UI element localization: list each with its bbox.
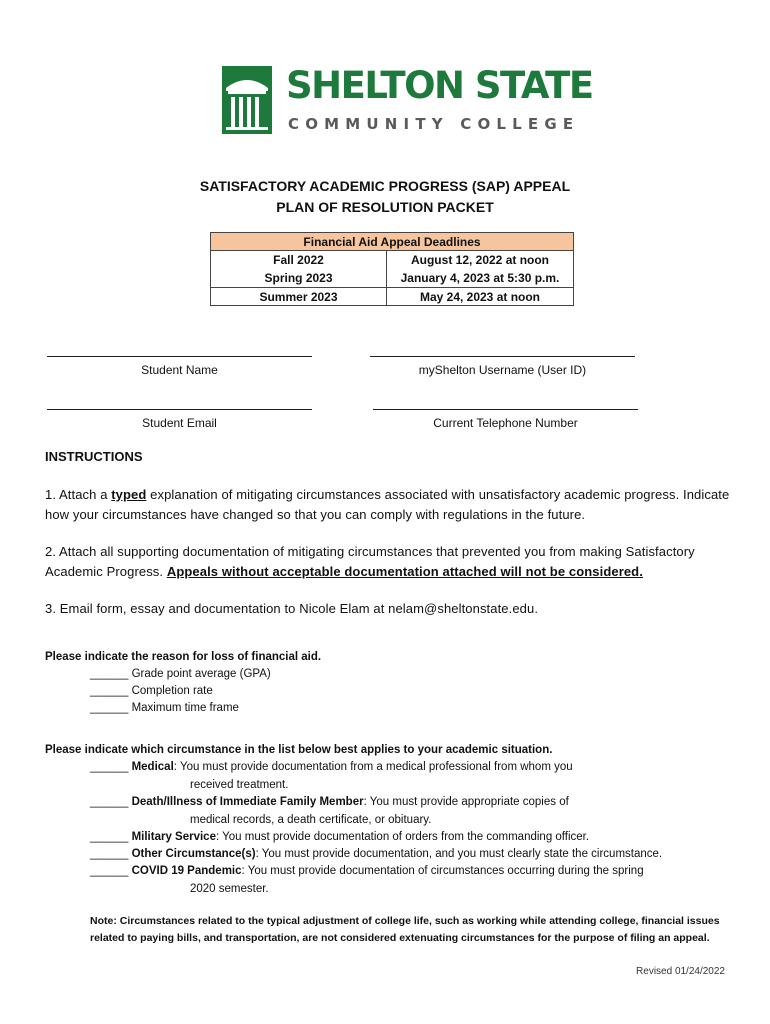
instruction-3: 3. Email form, essay and documentation to Nicole Elam at nelam@sheltonstate.edu.	[45, 601, 539, 616]
table-row	[211, 269, 573, 287]
date-cell: May 24, 2023 at noon	[387, 287, 573, 305]
reason-option-completion[interactable]	[90, 683, 213, 701]
phone-line[interactable]	[373, 409, 638, 410]
note-text: Note: Circumstances related to the typical adjustment of college life, such as working while attending college, financial issues related to paying bills, and transportation, are not considered extenuating circumstances for the purpose of filing an appeal.	[90, 915, 720, 944]
circumstance-label: Military Service	[131, 831, 216, 843]
logo-subtitle: COMMUNITY COLLEGE	[288, 115, 580, 133]
circumstance-other[interactable]	[90, 846, 740, 864]
phone-label: Current Telephone Number	[433, 416, 578, 430]
deadlines-table	[210, 232, 574, 306]
instruction-1	[45, 485, 735, 525]
circumstance-label: COVID 19 Pandemic	[131, 865, 242, 877]
blank-line[interactable]: ______	[90, 668, 129, 680]
blank-line[interactable]: ______	[90, 848, 129, 860]
blank-line[interactable]: ______	[90, 831, 129, 843]
option-label: Completion rate	[131, 685, 213, 697]
instructions-heading: INSTRUCTIONS	[45, 449, 143, 464]
blank-line[interactable]: ______	[90, 702, 129, 714]
circumstance-text-cont: medical records, a death certificate, or obituary.	[190, 813, 432, 826]
option-label: Maximum time frame	[131, 702, 239, 714]
revised-date: Revised 01/24/2022	[636, 966, 725, 977]
circumstance-text: : You must provide documentation of orders from the commanding officer.	[215, 831, 590, 843]
circumstance-label: Medical	[131, 761, 174, 773]
date-cell: August 12, 2022 at noon	[410, 253, 550, 267]
college-logo	[222, 64, 593, 138]
student-email-label: Student Email	[142, 416, 217, 430]
table-row	[211, 251, 573, 269]
building-columns-icon	[222, 66, 272, 134]
username-line[interactable]	[370, 356, 635, 357]
phone-field[interactable]	[373, 409, 638, 430]
term-cell: Summer 2023	[211, 287, 387, 305]
student-name-line[interactable]	[47, 356, 312, 357]
circumstance-text-cont: 2020 semester.	[190, 882, 269, 895]
reason-question: Please indicate the reason for loss of financial aid.	[45, 651, 322, 663]
documentation-warning: Appeals without acceptable documentation attached will not be considered.	[166, 564, 643, 579]
reason-option-max-time[interactable]	[90, 700, 239, 718]
blank-line[interactable]: ______	[90, 796, 129, 808]
circumstance-family[interactable]	[90, 794, 740, 829]
instruction-2	[45, 542, 735, 582]
circumstance-text: : You must provide documentation, and you must clearly state the circumstance.	[255, 848, 663, 860]
typed-emphasis: typed	[111, 487, 147, 502]
blank-line[interactable]: ______	[90, 865, 129, 877]
circumstance-label: Death/Illness of Immediate Family Member	[131, 796, 364, 808]
option-label: Grade point average (GPA)	[131, 668, 271, 680]
circumstance-text: : You must provide appropriate copies of	[363, 796, 569, 808]
page-subtitle: PLAN OF RESOLUTION PACKET	[276, 199, 494, 215]
instruction-1-pre: 1. Attach a	[45, 487, 112, 502]
logo-title: SHELTON STATE	[286, 64, 593, 107]
blank-line[interactable]: ______	[90, 761, 129, 773]
page-title: SATISFACTORY ACADEMIC PROGRESS (SAP) APPEAL	[199, 178, 571, 194]
student-email-field[interactable]	[47, 409, 312, 430]
student-name-field[interactable]	[47, 356, 312, 377]
term-cell: Fall 2022	[211, 251, 387, 269]
instruction-2-pre: 2. Attach all supporting documentation of mitigating circumstances that prevented you from making Satisfactory Academic Progress.	[45, 544, 695, 579]
date-cell: January 4, 2023 at 5:30 p.m.	[400, 271, 560, 285]
deadlines-header: Financial Aid Appeal Deadlines	[211, 233, 573, 251]
student-email-line[interactable]	[47, 409, 312, 410]
circumstance-medical[interactable]	[90, 759, 740, 794]
circumstance-text: : You must provide documentation of circumstances occurring during the spring	[241, 865, 644, 877]
reason-option-gpa[interactable]	[90, 666, 271, 684]
circumstance-military[interactable]	[90, 829, 740, 847]
circumstance-covid[interactable]	[90, 863, 740, 898]
circumstance-text: : You must provide documentation from a medical professional from whom you	[173, 761, 573, 773]
username-field[interactable]	[370, 356, 635, 377]
circumstance-text-cont: received treatment.	[190, 778, 289, 791]
username-label: myShelton Username (User ID)	[418, 363, 587, 377]
blank-line[interactable]: ______	[90, 685, 129, 697]
student-name-label: Student Name	[141, 363, 218, 377]
term-cell: Spring 2023	[211, 269, 387, 287]
circumstance-question: Please indicate which circumstance in the list below best applies to your academic situation.	[45, 744, 553, 756]
instruction-1-post: explanation of mitigating circumstances associated with unsatisfactory academic progress. Indicate how your circumstances have changed so that you can comply with regulations in the future.	[45, 487, 730, 522]
table-row	[211, 287, 573, 305]
circumstance-label: Other Circumstance(s)	[131, 848, 256, 860]
